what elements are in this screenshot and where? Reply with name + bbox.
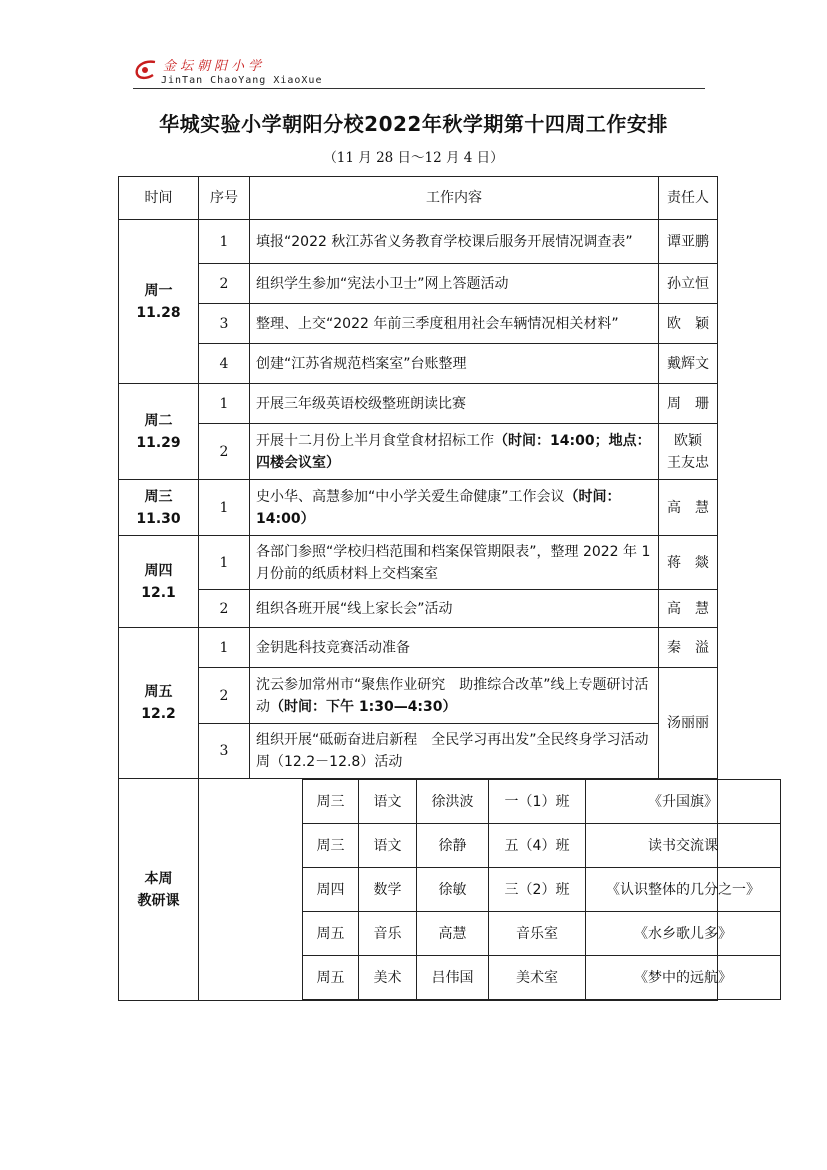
row-number: 3 (199, 724, 250, 779)
work-content: 创建“江苏省规范档案室”台账整理 (250, 344, 659, 384)
row-number: 2 (199, 424, 250, 480)
responsible-person: 汤丽丽 (659, 668, 718, 779)
work-content: 组织学生参加“宪法小卫士”网上答题活动 (250, 264, 659, 304)
research-row-item: 周三 语文 徐静 五（4）班 读书交流课 (303, 824, 781, 868)
work-content: 金钥匙科技竞赛活动准备 (250, 628, 659, 668)
research-row-item: 周五 美术 吕伟国 美术室 《梦中的远航》 (303, 956, 781, 1000)
logo-latin-text: JinTan ChaoYang XiaoXue (161, 75, 323, 86)
work-content: 沈云参加常州市“聚焦作业研究 助推综合改革”线上专题研讨活动（时间：下午 1:30—4:30） (250, 668, 659, 724)
responsible-person: 周 珊 (659, 384, 718, 424)
day-cell: 周一 11.28 (119, 220, 199, 384)
row-number: 3 (199, 304, 250, 344)
research-label: 本周 教研课 (119, 779, 199, 1001)
table-row (119, 304, 718, 344)
row-number: 1 (199, 220, 250, 264)
work-content: 开展三年级英语校级整班朗读比赛 (250, 384, 659, 424)
table-row (119, 724, 718, 779)
work-content: 史小华、高慧参加“中小学关爱生命健康”工作会议（时间：14:00） (250, 480, 659, 536)
page-subtitle: （11 月 28 日～12 月 4 日） (323, 150, 504, 166)
school-logo (133, 55, 323, 91)
day-cell: 周二 11.29 (119, 384, 199, 480)
work-content: 开展十二月份上半月食堂食材招标工作（时间：14:00；地点：四楼会议室） (250, 424, 659, 480)
research-row-item: 周四 数学 徐敏 三（2）班 《认识整体的几分之一》 (303, 868, 781, 912)
day-cell: 周五 12.2 (119, 628, 199, 779)
work-content: 各部门参照“学校归档范围和档案保管期限表”，整理 2022 年 1 月份前的纸质材料上交档案室 (250, 536, 659, 590)
work-content: 整理、上交“2022 年前三季度租用社会车辆情况相关材料” (250, 304, 659, 344)
work-content: 组织开展“砥砺奋进启新程 全民学习再出发”全民终身学习活动周（12.2－12.8）活动 (250, 724, 659, 779)
header-person: 责任人 (659, 177, 718, 220)
row-number: 2 (199, 590, 250, 628)
header-no: 序号 (199, 177, 250, 220)
table-row (119, 220, 718, 264)
responsible-person: 秦 溢 (659, 628, 718, 668)
responsible-person: 高 慧 (659, 480, 718, 536)
responsible-person: 谭亚鹏 (659, 220, 718, 264)
table-header-row (119, 177, 718, 220)
responsible-person: 欧颖 王友忠 (659, 424, 718, 480)
table-row (119, 344, 718, 384)
research-row (119, 779, 718, 1001)
logo-swoosh-icon (133, 59, 159, 81)
table-row (119, 590, 718, 628)
table-row (119, 384, 718, 424)
responsible-person: 戴辉文 (659, 344, 718, 384)
row-number: 1 (199, 628, 250, 668)
header-divider (133, 88, 705, 89)
research-table (302, 779, 781, 1000)
schedule-table (118, 176, 760, 1001)
row-number: 2 (199, 264, 250, 304)
responsible-person: 孙立恒 (659, 264, 718, 304)
responsible-person: 高 慧 (659, 590, 718, 628)
header-content: 工作内容 (250, 177, 659, 220)
row-number: 1 (199, 384, 250, 424)
page-title: 华城实验小学朝阳分校2022年秋学期第十四周工作安排 (159, 112, 668, 136)
research-cell (199, 779, 760, 1001)
responsible-person: 欧 颖 (659, 304, 718, 344)
day-cell: 周四 12.1 (119, 536, 199, 628)
responsible-person: 蒋 燚 (659, 536, 718, 590)
day-cell: 周三 11.30 (119, 480, 199, 536)
header-time: 时间 (119, 177, 199, 220)
research-row-item: 周三 语文 徐洪波 一（1）班 《升国旗》 (303, 780, 781, 824)
research-row-item: 周五 音乐 高慧 音乐室 《水乡歌儿多》 (303, 912, 781, 956)
table-row (119, 668, 718, 724)
row-number: 4 (199, 344, 250, 384)
table-row (119, 480, 718, 536)
work-content: 填报“2022 秋江苏省义务教育学校课后服务开展情况调查表” (250, 220, 659, 264)
row-number: 2 (199, 668, 250, 724)
row-number: 1 (199, 536, 250, 590)
table-row (119, 536, 718, 590)
work-content: 组织各班开展“线上家长会”活动 (250, 590, 659, 628)
row-number: 1 (199, 480, 250, 536)
table-row (119, 264, 718, 304)
table-row (119, 628, 718, 668)
logo-chinese-text: 金坛朝阳小学 (163, 59, 266, 74)
table-row (119, 424, 718, 480)
